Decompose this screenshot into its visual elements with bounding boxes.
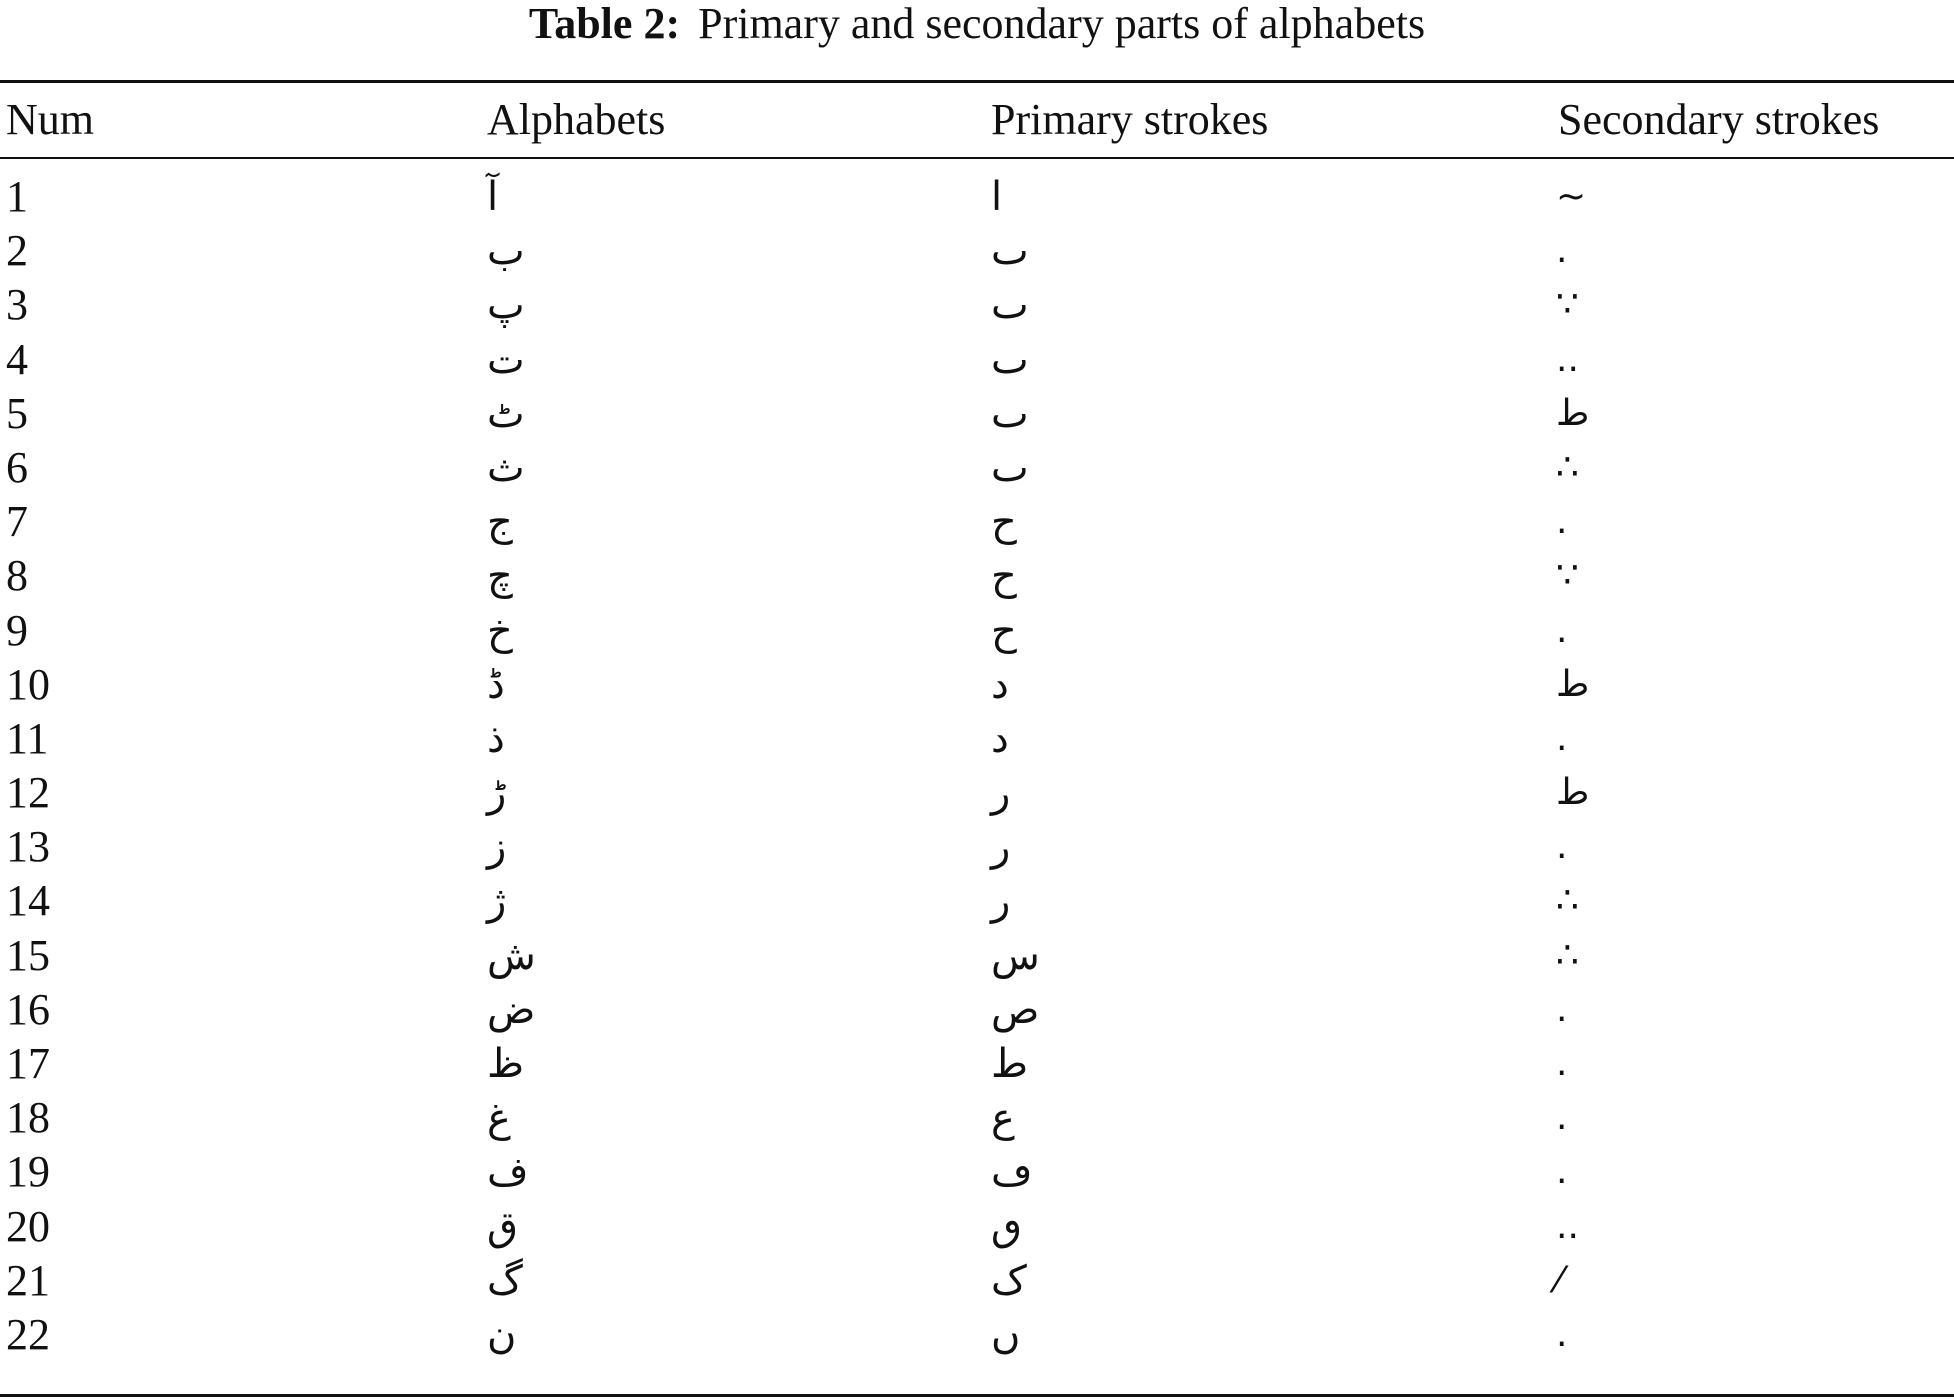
- row-num: 19: [6, 1147, 50, 1197]
- row-num: 11: [6, 713, 49, 763]
- row-primary-stroke: ٮ: [991, 336, 1029, 383]
- top-rule: [0, 80, 1954, 83]
- row-alphabet: ز: [487, 824, 507, 871]
- table-caption: [0, 0, 1954, 48]
- row-alphabet: ڑ: [487, 770, 507, 817]
- row-alphabet: ٹ: [487, 390, 525, 437]
- row-num: 14: [6, 876, 50, 926]
- row-alphabet: خ: [487, 607, 513, 654]
- row-secondary-stroke: ط: [1556, 663, 1590, 705]
- row-secondary-stroke: ∴: [1556, 446, 1579, 488]
- header-alphabets: Alphabets: [487, 95, 666, 144]
- row-alphabet: ج: [487, 499, 513, 546]
- table-row: [0, 712, 1954, 766]
- row-num: 6: [6, 442, 28, 492]
- row-num: 1: [6, 172, 28, 221]
- row-alphabet: چ: [487, 553, 513, 600]
- row-num: 10: [6, 659, 50, 709]
- table-row: [0, 1254, 1954, 1308]
- table-row: [0, 387, 1954, 441]
- row-secondary-stroke: .: [1556, 1313, 1568, 1355]
- row-secondary-stroke: ط: [1556, 772, 1590, 814]
- row-secondary-stroke: ..: [1556, 1205, 1579, 1247]
- table-row: [0, 766, 1954, 820]
- row-secondary-stroke: .: [1556, 1151, 1568, 1193]
- row-secondary-stroke: ∴: [1556, 934, 1579, 976]
- row-alphabet: ذ: [487, 715, 505, 762]
- row-secondary-stroke: .: [1556, 1043, 1568, 1084]
- row-num: 12: [6, 768, 50, 818]
- row-secondary-stroke: ∵: [1556, 284, 1579, 326]
- row-alphabet: ژ: [487, 878, 507, 925]
- row-primary-stroke: ٮ: [991, 228, 1029, 275]
- table-row: [0, 224, 1954, 278]
- row-primary-stroke: ک: [991, 1257, 1027, 1304]
- row-num: 13: [6, 822, 50, 872]
- row-num: 7: [6, 497, 28, 547]
- row-secondary-stroke: ∵: [1556, 555, 1579, 597]
- row-num: 5: [6, 388, 28, 438]
- header-secondary-strokes: Secondary strokes: [1558, 95, 1880, 144]
- row-alphabet: غ: [487, 1095, 511, 1142]
- row-num: 4: [6, 334, 28, 384]
- row-primary-stroke: ح: [991, 499, 1017, 546]
- header-rule: [0, 157, 1954, 159]
- row-primary-stroke: ر: [991, 770, 1011, 817]
- row-primary-stroke: ع: [991, 1095, 1015, 1142]
- table-row: [0, 1037, 1954, 1091]
- row-alphabet: ب: [487, 228, 525, 275]
- row-num: 9: [6, 605, 28, 655]
- row-num: 15: [6, 930, 50, 980]
- row-num: 8: [6, 551, 28, 601]
- table-row: [0, 170, 1954, 224]
- table-row: [0, 820, 1954, 874]
- row-primary-stroke: ا: [991, 174, 1003, 220]
- table-row: [0, 549, 1954, 603]
- row-alphabet: ق: [487, 1203, 519, 1250]
- table-row: [0, 1091, 1954, 1145]
- row-secondary-stroke: .: [1556, 717, 1568, 759]
- row-alphabet: گ: [487, 1257, 523, 1304]
- row-secondary-stroke: ∴: [1556, 880, 1579, 922]
- row-secondary-stroke: .: [1556, 609, 1568, 651]
- row-primary-stroke: ٮ: [991, 282, 1029, 329]
- row-secondary-stroke: .: [1556, 230, 1568, 272]
- table-row: [0, 441, 1954, 495]
- row-alphabet: ڈ: [487, 661, 505, 708]
- row-secondary-stroke: .: [1556, 826, 1568, 868]
- row-secondary-stroke: ط: [1556, 392, 1590, 434]
- row-primary-stroke: ر: [991, 824, 1011, 871]
- row-secondary-stroke: ..: [1556, 338, 1579, 380]
- row-primary-stroke: د: [991, 715, 1009, 762]
- table-row: [0, 874, 1954, 928]
- table-row: [0, 1145, 1954, 1199]
- table-header-row: [0, 84, 1954, 156]
- row-secondary-stroke: ⁄: [1556, 1259, 1563, 1301]
- row-alphabet: ث: [487, 444, 525, 491]
- row-primary-stroke: ح: [991, 553, 1017, 600]
- header-primary-strokes: Primary strokes: [991, 95, 1269, 144]
- row-alphabet: پ: [487, 282, 525, 329]
- row-secondary-stroke: .: [1556, 501, 1568, 543]
- row-num: 22: [6, 1309, 50, 1359]
- row-primary-stroke: ص: [991, 986, 1040, 1033]
- row-primary-stroke: ر: [991, 878, 1011, 925]
- row-primary-stroke: د: [991, 661, 1009, 708]
- row-num: 3: [6, 280, 28, 330]
- table-row: [0, 495, 1954, 549]
- row-primary-stroke: ٮ: [991, 390, 1029, 437]
- row-alphabet: ف: [487, 1149, 529, 1196]
- row-secondary-stroke: .: [1556, 988, 1568, 1030]
- table-row: [0, 278, 1954, 332]
- row-primary-stroke: ڡ: [991, 1149, 1033, 1196]
- row-primary-stroke: ح: [991, 607, 1017, 654]
- row-num: 20: [6, 1201, 50, 1251]
- row-alphabet: ض: [487, 986, 536, 1033]
- header-num: Num: [6, 95, 94, 144]
- row-primary-stroke: ں: [991, 1311, 1021, 1358]
- table-row: [0, 604, 1954, 658]
- table-row: [0, 983, 1954, 1037]
- table-caption-text: Primary and secondary parts of alphabets: [698, 0, 1426, 48]
- row-alphabet: ت: [487, 336, 525, 383]
- row-primary-stroke: ٮ: [991, 444, 1029, 491]
- table-row: [0, 1200, 1954, 1254]
- row-num: 17: [6, 1039, 50, 1088]
- bottom-rule: [0, 1394, 1954, 1397]
- row-secondary-stroke: ~: [1556, 176, 1587, 217]
- row-primary-stroke: ٯ: [991, 1203, 1023, 1250]
- row-num: 18: [6, 1093, 50, 1143]
- table-body: [0, 170, 1954, 1362]
- row-secondary-stroke: .: [1556, 1097, 1568, 1139]
- table-row: [0, 1308, 1954, 1362]
- row-primary-stroke: س: [991, 932, 1040, 979]
- row-alphabet: آ: [487, 174, 499, 220]
- row-num: 21: [6, 1255, 50, 1305]
- table-caption-label: Table 2:: [528, 0, 681, 48]
- table-row: [0, 658, 1954, 712]
- row-primary-stroke: ط: [991, 1041, 1028, 1087]
- table-row: [0, 333, 1954, 387]
- row-alphabet: ش: [487, 932, 536, 979]
- row-alphabet: ظ: [487, 1041, 524, 1087]
- row-num: 2: [6, 226, 28, 276]
- table-row: [0, 929, 1954, 983]
- row-alphabet: ن: [487, 1311, 517, 1358]
- row-num: 16: [6, 984, 50, 1034]
